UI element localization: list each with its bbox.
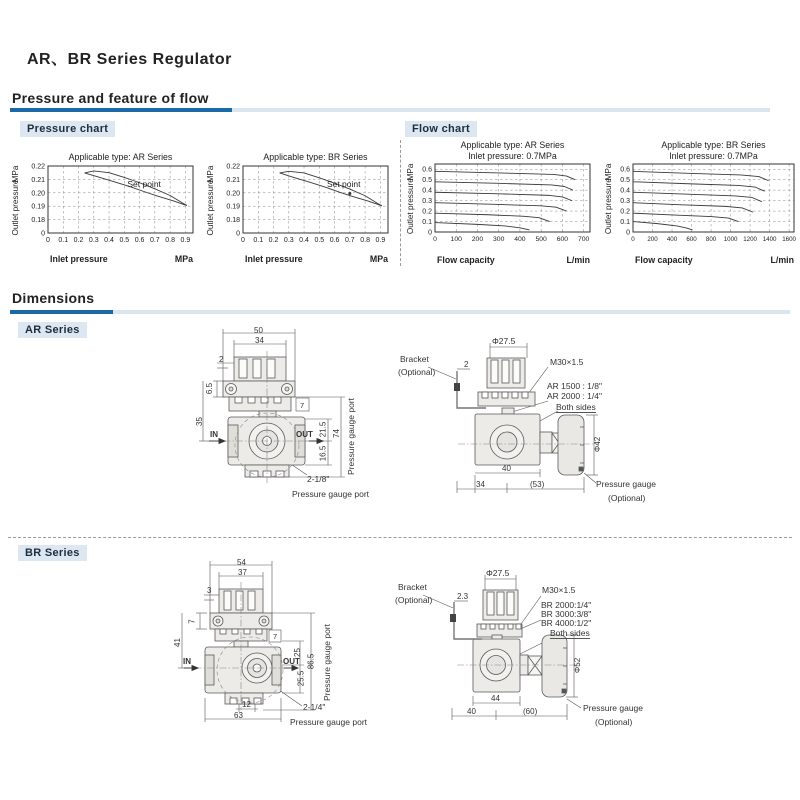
ar-side-dim-left: 34: [476, 480, 485, 489]
svg-text:0: 0: [433, 236, 437, 243]
ar-front-gauge-port-side-label: Pressure gauge port: [346, 397, 357, 476]
svg-text:100: 100: [450, 236, 462, 243]
svg-text:0.4: 0.4: [422, 187, 432, 195]
ar-side-gauge-optional-label: (Optional): [608, 493, 646, 503]
svg-text:800: 800: [705, 236, 717, 243]
svg-text:0.1: 0.1: [253, 237, 264, 244]
svg-text:Set point: Set point: [127, 179, 161, 190]
pressure-chart-ar: [10, 150, 205, 270]
svg-text:1600: 1600: [782, 236, 797, 243]
svg-text:0.21: 0.21: [226, 176, 240, 184]
ar-side-port-spec-2: AR 2000 : 1/4": [547, 391, 602, 401]
svg-text:0: 0: [41, 230, 45, 238]
br-side-gauge-diameter: Φ52: [573, 657, 583, 674]
svg-text:0.21: 0.21: [31, 176, 45, 184]
svg-text:700: 700: [577, 236, 590, 243]
page-title: AR、BR Series Regulator: [27, 51, 232, 68]
chip-ar-series: AR Series: [18, 322, 87, 338]
svg-text:0.22: 0.22: [226, 163, 240, 171]
svg-text:0.18: 0.18: [226, 217, 240, 225]
svg-text:0.3: 0.3: [88, 237, 99, 244]
svg-text:0.18: 0.18: [31, 217, 45, 225]
ar-front-dim-width-outer: 50: [254, 326, 263, 335]
ar-side-bracket-optional-label: (Optional): [398, 367, 436, 377]
br-side-drawing: [395, 558, 675, 758]
br-side-gauge-optional-label: (Optional): [595, 717, 633, 727]
svg-text:0: 0: [631, 236, 635, 243]
svg-text:Outlet pressure: Outlet pressure: [604, 178, 613, 235]
br-front-dim-bottom-width: 63: [234, 711, 243, 720]
svg-text:200: 200: [471, 236, 484, 243]
svg-text:0.5: 0.5: [314, 237, 325, 244]
section-dimensions-heading: Dimensions: [12, 290, 95, 306]
svg-text:0.1: 0.1: [58, 237, 69, 244]
svg-text:Applicable type: BR Series: Applicable type: BR Series: [263, 152, 368, 162]
ar-side-gauge-label: Pressure gauge: [596, 479, 657, 489]
chart-svg-pressure_ar: [10, 150, 205, 265]
svg-text:L/min: L/min: [770, 255, 794, 265]
svg-text:Inlet pressure: 0.7MPa: Inlet pressure: 0.7MPa: [468, 151, 557, 161]
br-front-dim-ear-height: 7: [187, 619, 197, 624]
section-underline-light: [232, 108, 770, 112]
ar-side-thread-spec: M30×1.5: [550, 357, 584, 367]
br-side-both-sides-label: Both sides: [550, 628, 590, 638]
br-side-knob-diameter: Φ27.5: [486, 568, 510, 578]
pressure-chart-br: [205, 150, 400, 270]
br-side-port-spec-1: BR 2000:1/4": [541, 600, 592, 610]
br-front-dim-total-height: 86.5: [306, 653, 316, 670]
svg-text:Set point: Set point: [326, 179, 361, 190]
svg-text:0.3: 0.3: [422, 198, 432, 206]
svg-text:0.22: 0.22: [31, 163, 45, 171]
chart-svg-pressure_br: [205, 150, 400, 265]
svg-text:0: 0: [241, 237, 245, 244]
br-front-gauge-port-bottom-label: Pressure gauge port: [290, 717, 368, 727]
svg-text:0.2: 0.2: [620, 208, 630, 216]
svg-text:0.19: 0.19: [31, 203, 45, 211]
svg-text:0.4: 0.4: [620, 187, 630, 195]
svg-text:0: 0: [626, 229, 630, 237]
ar-front-gauge-port-bottom-label: Pressure gauge port: [292, 489, 370, 499]
ar-front-dim-body-height: 35: [194, 417, 204, 426]
svg-text:0.6: 0.6: [329, 237, 340, 244]
br-side-dim-right: (60): [523, 707, 538, 716]
svg-text:0.20: 0.20: [226, 190, 240, 198]
svg-text:0.5: 0.5: [620, 177, 630, 185]
svg-text:1400: 1400: [762, 236, 777, 243]
chart-svg-flow_ar: [405, 138, 600, 266]
br-side-port-spec-3: BR 4000:1/2": [541, 618, 592, 628]
svg-text:400: 400: [514, 236, 526, 243]
svg-text:MPa: MPa: [11, 165, 20, 183]
svg-text:0.6: 0.6: [620, 166, 630, 174]
svg-text:MPa: MPa: [369, 254, 388, 264]
ar-front-out-label: OUT: [296, 430, 313, 439]
ar-front-in-label: IN: [210, 430, 218, 439]
svg-text:0: 0: [428, 229, 432, 237]
svg-text:Outlet pressure: Outlet pressure: [206, 179, 215, 236]
br-side-bracket-label: Bracket: [398, 582, 427, 592]
svg-text:0.9: 0.9: [180, 237, 191, 244]
ar-side-both-sides-label: Both sides: [556, 402, 596, 412]
ar-front-thread-label: 2-1/8": [307, 474, 330, 484]
br-front-dim-offset: 3: [207, 586, 212, 595]
svg-text:0.3: 0.3: [283, 237, 294, 244]
svg-text:MPa: MPa: [174, 254, 193, 264]
svg-text:MPa: MPa: [604, 163, 613, 181]
br-side-thread-spec: M30×1.5: [542, 585, 576, 595]
svg-text:L/min: L/min: [566, 255, 590, 265]
br-front-gauge-port-side-label: Pressure gauge port: [322, 623, 333, 702]
chip-br-series: BR Series: [18, 545, 87, 561]
br-side-diagram: [395, 558, 675, 758]
section-underline-dark: [10, 108, 232, 112]
svg-text:Inlet pressure: 0.7MPa: Inlet pressure: 0.7MPa: [669, 151, 758, 161]
svg-text:Applicable type: AR Series: Applicable type: AR Series: [460, 140, 565, 150]
series-divider: [8, 537, 792, 538]
svg-text:Inlet pressure: Inlet pressure: [245, 254, 303, 264]
svg-text:0.19: 0.19: [226, 203, 240, 211]
svg-text:0.7: 0.7: [344, 237, 355, 244]
ar-front-dim-mid: 21.5: [318, 421, 328, 438]
section-pressure-flow-heading: Pressure and feature of flow: [12, 90, 209, 106]
svg-text:0.4: 0.4: [299, 237, 309, 244]
br-front-thread-label: 2-1/4": [303, 702, 326, 712]
svg-text:MPa: MPa: [206, 165, 215, 183]
svg-text:MPa: MPa: [406, 163, 415, 181]
ar-side-knob-diameter: Φ27.5: [492, 336, 516, 346]
svg-text:300: 300: [493, 236, 505, 243]
svg-text:Applicable type: BR Series: Applicable type: BR Series: [661, 140, 766, 150]
svg-text:0: 0: [236, 230, 240, 238]
ar-side-dim-right: (53): [530, 480, 545, 489]
br-front-dim-low: 25.5: [296, 670, 306, 687]
svg-text:Flow capacity: Flow capacity: [437, 255, 495, 265]
br-side-gauge-label: Pressure gauge: [583, 703, 644, 713]
chip-pressure-chart: Pressure chart: [20, 121, 115, 137]
svg-text:500: 500: [535, 236, 547, 243]
svg-text:400: 400: [666, 236, 678, 243]
svg-text:0.1: 0.1: [620, 219, 630, 227]
br-front-dim-width-inner: 37: [238, 568, 247, 577]
flow-chart-br: [603, 138, 800, 271]
chart-section-divider: [400, 140, 401, 266]
svg-text:Flow capacity: Flow capacity: [635, 255, 693, 265]
ar-side-dim-body-width: 40: [502, 464, 511, 473]
svg-text:1200: 1200: [743, 236, 757, 243]
svg-text:0.2: 0.2: [268, 237, 279, 244]
dimensions-underline-light: [113, 310, 790, 314]
svg-text:Outlet pressure: Outlet pressure: [11, 179, 20, 236]
chart-svg-flow_br: [603, 138, 800, 266]
br-front-dim-body-height: 41: [172, 638, 182, 647]
svg-text:Inlet pressure: Inlet pressure: [50, 254, 108, 264]
svg-text:0.5: 0.5: [119, 237, 130, 244]
svg-text:0.20: 0.20: [31, 190, 45, 198]
svg-text:0.2: 0.2: [73, 237, 84, 244]
dimensions-underline-dark: [10, 310, 113, 314]
ar-front-dim-ear-height: 6.5: [205, 382, 215, 395]
ar-front-dim-base-height: 7: [300, 401, 305, 410]
ar-front-drawing: [195, 325, 400, 525]
br-front-drawing: [170, 558, 390, 753]
br-side-dim-offset: 2.3: [457, 592, 469, 601]
br-front-dim-base-height: 7: [273, 632, 278, 641]
svg-text:1000: 1000: [723, 236, 738, 243]
svg-text:0.4: 0.4: [104, 237, 114, 244]
br-front-dim-port-width: 12: [242, 700, 251, 709]
ar-side-drawing: [398, 325, 670, 525]
svg-text:0.8: 0.8: [165, 237, 175, 244]
ar-side-port-spec-1: AR 1500 : 1/8": [547, 381, 602, 391]
br-front-dim-mid: 25: [292, 648, 302, 657]
br-side-dim-left: 40: [467, 707, 476, 716]
br-side-bracket-optional-label: (Optional): [395, 595, 433, 605]
svg-text:0.3: 0.3: [620, 198, 630, 206]
svg-text:0.8: 0.8: [360, 237, 370, 244]
svg-text:0.6: 0.6: [134, 237, 145, 244]
ar-side-gauge-diameter: Φ42: [593, 436, 603, 453]
br-front-in-label: IN: [183, 657, 191, 666]
chip-flow-chart: Flow chart: [405, 121, 477, 137]
svg-text:0.5: 0.5: [422, 177, 432, 185]
svg-text:Applicable type: AR Series: Applicable type: AR Series: [68, 152, 173, 162]
svg-text:Outlet pressure: Outlet pressure: [406, 178, 415, 235]
svg-text:0.1: 0.1: [422, 219, 432, 227]
svg-text:0.6: 0.6: [422, 166, 432, 174]
ar-front-dim-width-inner: 34: [255, 336, 264, 345]
ar-front-dim-total-height: 74: [331, 429, 341, 438]
svg-text:0.2: 0.2: [422, 208, 432, 216]
ar-side-dim-offset: 2: [464, 360, 469, 369]
svg-text:600: 600: [686, 236, 697, 243]
br-side-port-spec-2: BR 3000:3/8": [541, 609, 592, 619]
svg-text:0.9: 0.9: [375, 237, 386, 244]
ar-side-bracket-label: Bracket: [400, 354, 429, 364]
ar-front-dim-low: 16.5: [318, 445, 328, 462]
br-side-dim-body-width: 44: [491, 694, 500, 703]
svg-text:0: 0: [46, 237, 50, 244]
br-front-out-label: OUT: [283, 657, 300, 666]
ar-front-dim-offset: 2: [219, 355, 224, 364]
br-front-dim-width-outer: 54: [237, 558, 246, 567]
flow-chart-ar: [405, 138, 600, 271]
svg-text:600: 600: [556, 236, 569, 243]
svg-text:0.7: 0.7: [149, 237, 160, 244]
svg-text:200: 200: [647, 236, 658, 243]
